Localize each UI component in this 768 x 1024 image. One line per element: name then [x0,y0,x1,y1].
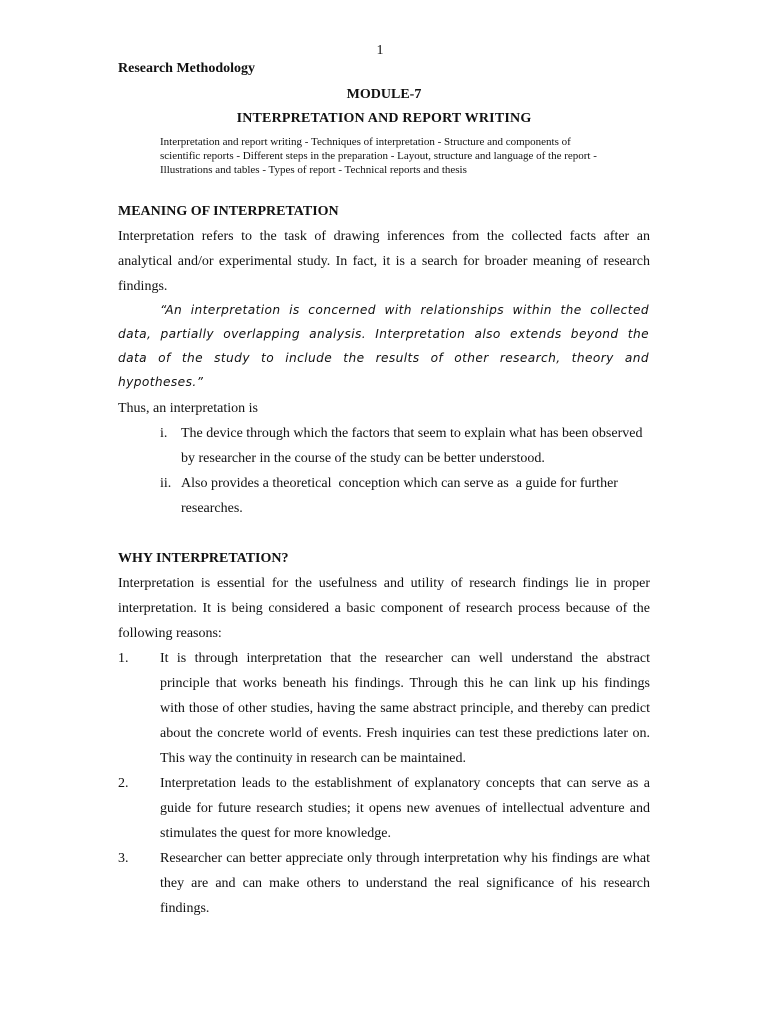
list-item-line: guide for future research studies; it opens new avenues of intellectual adventure and [160,801,650,816]
section-heading-why: WHY INTERPRETATION? [118,551,289,566]
module-title: MODULE-7 [346,87,422,102]
list-item-line: Interpretation leads to the establishment of explanatory concepts that can serve as a [160,776,650,791]
list-item-line: This way the continuity in research can be maintained. [160,751,466,766]
list-item-line: by researcher in the course of the study can be better understood. [181,451,545,466]
list-item-line: they are and can make others to understand the real significance of his research [160,876,650,891]
list-item-line: Researcher can better appreciate only through interpretation why his findings are what [160,851,650,866]
list-item-line: It is through interpretation that the researcher can well understand the abstract [160,651,650,666]
list-item-line: researches. [181,501,243,516]
syllabus-summary: Interpretation and report writing - Techniques of interpretation - Structure and components of scientific reports - Different steps in the preparation - Layout, structure and language of the report - Illustrations and tables - Types of report - Technical reports and thesis [160,136,597,176]
list-item-line: Also provides a theoretical conception which can serve as a guide for further [181,476,618,491]
list-marker: 1. [118,651,129,666]
chapter-title: INTERPRETATION AND REPORT WRITING [236,111,532,126]
list-marker: 3. [118,851,129,866]
lead-in-text: Thus, an interpretation is [118,401,258,416]
page-number: 1 [376,43,384,58]
list-item-line: principle that works beneath his findings. Through this he can link up his findings [160,676,650,691]
list-marker: 2. [118,776,129,791]
paragraph-line: interpretation. It is being considered a basic component of research process because of the [118,601,650,616]
list-item-line: about the concrete world of events. Fresh inquiries can test these predictions later on. [160,726,650,741]
quote-line: “An interpretation is concerned with relationships within the collected [160,303,649,317]
paragraph-line: Interpretation refers to the task of drawing inferences from the collected facts after an [118,229,650,244]
list-item-line: stimulates the quest for more knowledge. [160,826,391,841]
list-item-line: findings. [160,901,210,916]
list-item-line: with those of other studies, having the same abstract principle, and thereby can predict [160,701,650,716]
paragraph-line: Interpretation is essential for the usefulness and utility of research findings lie in proper [118,576,650,591]
quote-line: data of the study to include the results of other research, theory and [118,351,649,365]
list-marker: i. [160,426,168,441]
list-marker: ii. [160,476,172,491]
quote-line: hypotheses.” [118,375,204,389]
quote-line: data, partially overlapping analysis. Interpretation also extends beyond the [118,327,649,341]
paragraph-line: findings. [118,279,168,294]
running-head: Research Methodology [118,61,255,76]
paragraph-line: following reasons: [118,626,222,641]
list-item-line: The device through which the factors that seem to explain what has been observed [181,426,643,441]
paragraph-line: analytical and/or experimental study. In fact, it is a search for broader meaning of research [118,254,650,269]
section-heading-meaning: MEANING OF INTERPRETATION [118,204,339,219]
